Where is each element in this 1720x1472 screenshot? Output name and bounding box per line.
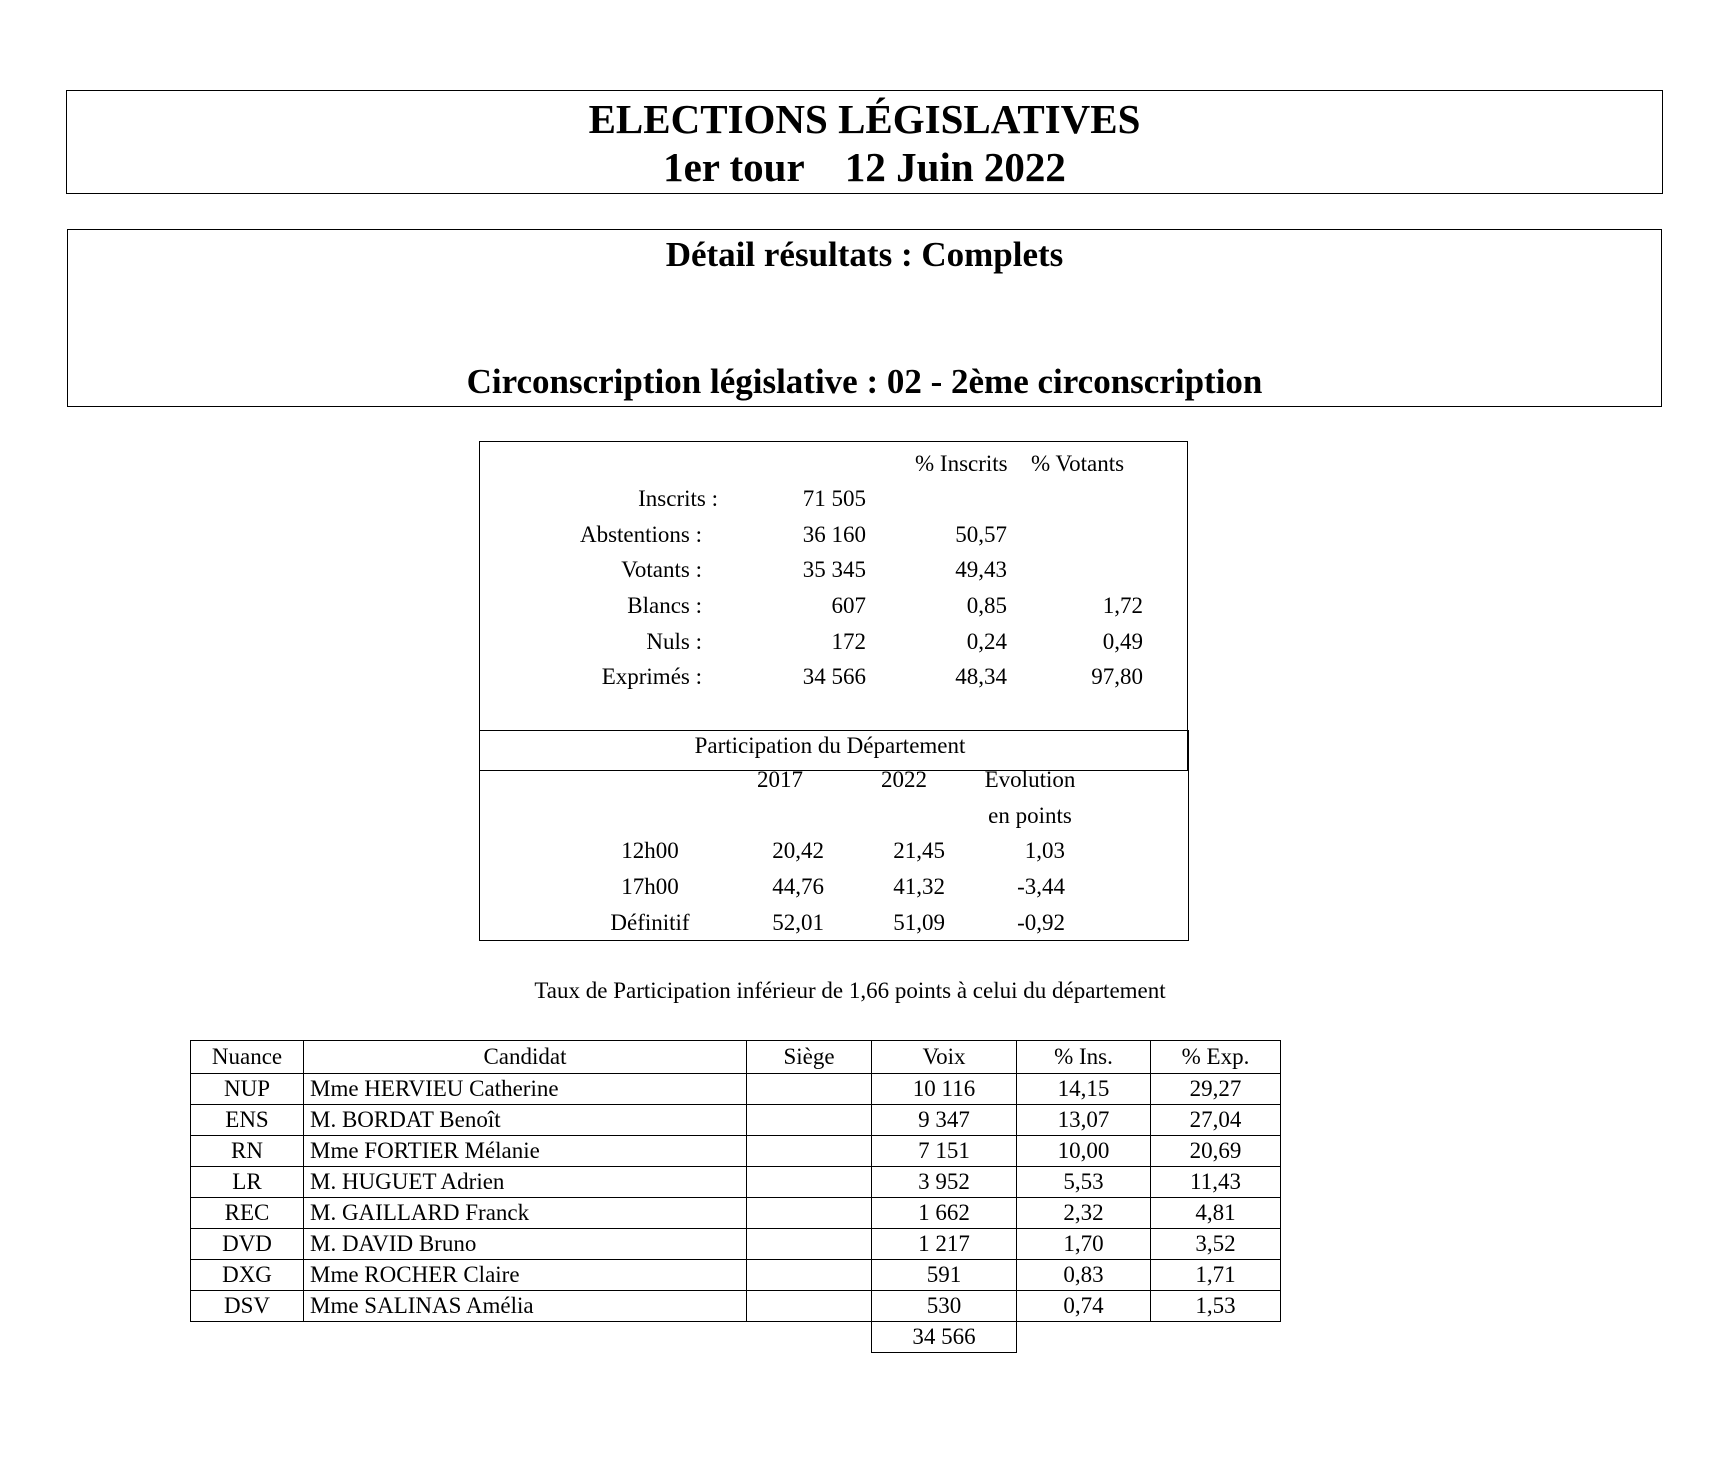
summary-value: 172 (831, 629, 866, 654)
summary-label: Blancs : (627, 593, 702, 618)
summary-pct-ins: 48,34 (955, 664, 1007, 689)
participation-col-2017: 2017 (757, 767, 803, 792)
participation-2017: 20,42 (772, 838, 824, 863)
voix-cell: 10 116 (872, 1074, 1017, 1105)
circonscription-title: Circonscription législative : 02 - 2ème circonscription (466, 362, 1263, 401)
summary-pct-ins: 0,85 (966, 593, 1007, 618)
voix-cell: 1 217 (872, 1229, 1017, 1260)
col-pct-ins: % Ins. (1017, 1041, 1151, 1074)
table-row (191, 1105, 1281, 1136)
voix-cell: 591 (872, 1260, 1017, 1291)
candidat-cell: Mme FORTIER Mélanie (304, 1136, 747, 1167)
candidat-cell: Mme HERVIEU Catherine (304, 1074, 747, 1105)
siege-cell (747, 1260, 872, 1291)
participation-box (479, 730, 1189, 941)
pct-ins-cell: 13,07 (1017, 1105, 1151, 1136)
header-title: ELECTIONS LÉGISLATIVES (588, 96, 1141, 142)
pct-ins-cell: 1,70 (1017, 1229, 1151, 1260)
participation-evolution: 1,03 (1024, 838, 1065, 863)
voix-cell: 530 (872, 1291, 1017, 1322)
pct-exp-cell: 4,81 (1151, 1198, 1281, 1229)
pct-ins-cell: 0,83 (1017, 1260, 1151, 1291)
nuance-cell: DXG (191, 1260, 304, 1291)
total-row (191, 1322, 1281, 1353)
col-voix: Voix (872, 1041, 1017, 1074)
summary-value: 35 345 (802, 557, 866, 582)
table-row (191, 1198, 1281, 1229)
summary-value: 607 (831, 593, 866, 618)
pct-exp-cell: 1,71 (1151, 1260, 1281, 1291)
participation-row-label: 17h00 (621, 874, 679, 899)
table-row (191, 1167, 1281, 1198)
pct-exp-cell: 27,04 (1151, 1105, 1281, 1136)
candidat-cell: M. GAILLARD Franck (304, 1198, 747, 1229)
participation-col-2022: 2022 (881, 767, 927, 792)
col-pct-exp: % Exp. (1151, 1041, 1281, 1074)
siege-cell (747, 1229, 872, 1260)
participation-note: Taux de Participation inférieur de 1,66 points à celui du département (534, 978, 1166, 1003)
participation-row-label: Définitif (610, 910, 690, 935)
pct-exp-cell: 11,43 (1151, 1167, 1281, 1198)
col-candidat: Candidat (304, 1041, 747, 1074)
table-row (191, 1136, 1281, 1167)
nuance-cell: DVD (191, 1229, 304, 1260)
voix-cell: 9 347 (872, 1105, 1017, 1136)
pct-ins-cell: 10,00 (1017, 1136, 1151, 1167)
pct-exp-cell: 20,69 (1151, 1136, 1281, 1167)
participation-2022: 41,32 (893, 874, 945, 899)
participation-2017: 52,01 (772, 910, 824, 935)
summary-label: Nuls : (646, 629, 702, 654)
nuance-cell: DSV (191, 1291, 304, 1322)
col-siege: Siège (747, 1041, 872, 1074)
nuance-cell: REC (191, 1198, 304, 1229)
voix-cell: 1 662 (872, 1198, 1017, 1229)
col-nuance: Nuance (191, 1041, 304, 1074)
participation-2022: 21,45 (893, 838, 945, 863)
siege-cell (747, 1105, 872, 1136)
summary-pct-ins: 49,43 (955, 557, 1007, 582)
detail-title: Détail résultats : Complets (665, 235, 1064, 274)
header-subtitle: 1er tour 12 Juin 2022 (663, 144, 1066, 190)
pct-ins-cell: 14,15 (1017, 1074, 1151, 1105)
candidat-cell: M. BORDAT Benoît (304, 1105, 747, 1136)
siege-cell (747, 1074, 872, 1105)
participation-2022: 51,09 (893, 910, 945, 935)
candidat-cell: M. DAVID Bruno (304, 1229, 747, 1260)
summary-label: Exprimés : (601, 664, 702, 689)
pct-ins-cell: 5,53 (1017, 1167, 1151, 1198)
detail-box (67, 229, 1662, 407)
pct-ins-cell: 2,32 (1017, 1198, 1151, 1229)
participation-2017: 44,76 (772, 874, 824, 899)
pct-exp-cell: 3,52 (1151, 1229, 1281, 1260)
summary-value: 36 160 (802, 522, 866, 547)
pct-votants-header: % Votants (1031, 451, 1125, 476)
voix-cell: 7 151 (872, 1136, 1017, 1167)
summary-value: 34 566 (802, 664, 866, 689)
siege-cell (747, 1136, 872, 1167)
summary-label: Votants : (621, 557, 702, 582)
siege-cell (747, 1291, 872, 1322)
siege-cell (747, 1198, 872, 1229)
siege-cell (747, 1167, 872, 1198)
header-box (66, 90, 1663, 194)
participation-col-evolution: Evolution (984, 767, 1076, 792)
nuance-cell: RN (191, 1136, 304, 1167)
candidat-cell: Mme SALINAS Amélia (304, 1291, 747, 1322)
participation-row-label: 12h00 (621, 838, 679, 863)
summary-label: Abstentions : (579, 522, 702, 547)
pct-ins-cell: 0,74 (1017, 1291, 1151, 1322)
voix-cell: 3 952 (872, 1167, 1017, 1198)
pct-exp-cell: 29,27 (1151, 1074, 1281, 1105)
table-row (191, 1229, 1281, 1260)
participation-evolution: -3,44 (1017, 874, 1065, 899)
participation-title: Participation du Département (694, 733, 966, 758)
candidat-cell: Mme ROCHER Claire (304, 1260, 747, 1291)
summary-pct-vot: 1,72 (1102, 593, 1143, 618)
summary-pct-vot: 97,80 (1091, 664, 1143, 689)
pct-inscrits-header: % Inscrits (915, 451, 1008, 476)
nuance-cell: NUP (191, 1074, 304, 1105)
candidat-cell: M. HUGUET Adrien (304, 1167, 747, 1198)
table-row (191, 1074, 1281, 1105)
total-voix-cell: 34 566 (872, 1322, 1017, 1353)
nuance-cell: LR (191, 1167, 304, 1198)
results-table (190, 1040, 1281, 1353)
table-row (191, 1260, 1281, 1291)
summary-value: 71 505 (802, 486, 866, 511)
summary-label: Inscrits : (638, 486, 718, 511)
summary-pct-ins: 0,24 (966, 629, 1007, 654)
table-row (191, 1291, 1281, 1322)
summary-pct-ins: 50,57 (955, 522, 1007, 547)
summary-pct-vot: 0,49 (1102, 629, 1143, 654)
nuance-cell: ENS (191, 1105, 304, 1136)
participation-evolution: -0,92 (1017, 910, 1065, 935)
participation-col-evolution-unit: en points (988, 803, 1072, 828)
pct-exp-cell: 1,53 (1151, 1291, 1281, 1322)
results-header-row (191, 1041, 1281, 1074)
